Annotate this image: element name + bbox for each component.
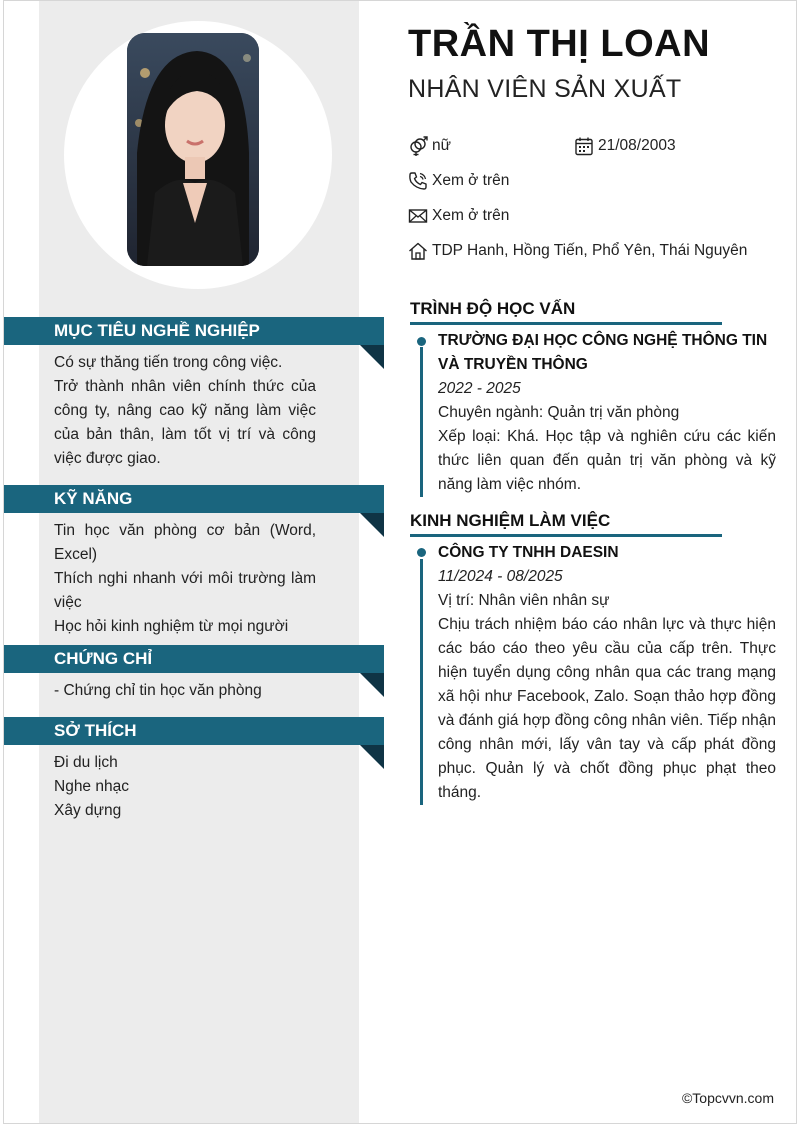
objective-heading: MỤC TIÊU NGHỀ NGHIỆP <box>4 317 384 345</box>
education-bullet <box>417 337 426 346</box>
education-period: 2022 - 2025 <box>438 380 521 397</box>
objective-line-2: Trở thành nhân viên chính thức của công ty, nâng cao kỹ năng làm việc của bản thân, làm tốt vị trí và công việc được giao. <box>54 378 316 467</box>
phone-value: Xem ở trên <box>432 172 510 189</box>
home-icon <box>408 241 428 261</box>
hobby-item: Xây dựng <box>54 802 122 819</box>
education-major: Chuyên ngành: Quản trị văn phòng <box>438 404 680 421</box>
education-entry <box>438 329 776 497</box>
skills-list <box>54 519 316 639</box>
company-name: CÔNG TY TNHH DAESIN <box>438 544 619 561</box>
hobbies-heading: SỞ THÍCH <box>4 717 384 745</box>
skill-item: Tin học văn phòng cơ bản (Word, Excel) <box>54 522 316 563</box>
objective-text <box>54 351 316 471</box>
email-value: Xem ở trên <box>432 207 510 224</box>
certificates-fold <box>360 673 384 697</box>
education-heading: TRÌNH ĐỘ HỌC VẤN <box>410 299 722 325</box>
objective-fold <box>360 345 384 369</box>
skills-fold <box>360 513 384 537</box>
hobbies-list <box>54 751 316 823</box>
experience-entry <box>438 541 776 805</box>
address-value: TDP Hanh, Hồng Tiến, Phổ Yên, Thái Nguyên <box>432 242 748 259</box>
footer-brand[interactable]: ©Topcvvn.com <box>681 1090 774 1106</box>
experience-heading: KINH NGHIỆM LÀM VIỆC <box>410 511 722 537</box>
address-row <box>408 241 747 261</box>
school-name: TRƯỜNG ĐẠI HỌC CÔNG NGHỆ THÔNG TIN VÀ TRUYỀN THÔNG <box>438 332 768 373</box>
certificates-heading: CHỨNG CHỈ <box>4 645 384 673</box>
gender-icon <box>408 136 428 156</box>
skill-item: Thích nghi nhanh với môi trường làm việc <box>54 570 316 611</box>
objective-line-1: Có sự thăng tiến trong công việc. <box>54 354 283 371</box>
experience-description: Chịu trách nhiệm báo cáo nhân lực và thực hiện các báo cáo theo yêu cầu của cấp trên. Thực hiện tuyển dụng công nhân qua các trang mạng xã hội như Facebook, Zalo. Soạn thảo hợp đồng và đánh giá hợp đồng công nhân viên. Tiếp nhận công nhân mới, lấy vân tay và cấp phát đồng phục. Quản lý và chốt đồng phục phạt theo tháng. <box>438 616 776 801</box>
experience-period: 11/2024 - 08/2025 <box>438 568 563 585</box>
phone-icon <box>408 171 428 191</box>
hobby-item: Nghe nhạc <box>54 778 129 795</box>
education-timeline <box>420 347 423 497</box>
experience-timeline <box>420 559 423 805</box>
portrait-photo <box>127 33 259 266</box>
hobbies-fold <box>360 745 384 769</box>
experience-role: Vị trí: Nhân viên nhân sự <box>438 592 610 609</box>
education-grade: Xếp loại: Khá. Học tập và nghiên cứu các kiến thức liên quan đến quản trị văn phòng và kỹ năng làm việc nhóm. <box>438 428 776 493</box>
avatar <box>127 33 259 266</box>
calendar-icon <box>574 136 594 156</box>
experience-bullet <box>417 548 426 557</box>
email-row <box>408 206 509 226</box>
gender-value: nữ <box>432 137 451 154</box>
candidate-position: NHÂN VIÊN SẢN XUẤT <box>408 75 682 103</box>
mail-icon <box>408 206 428 226</box>
certificate-item: - Chứng chỉ tin học văn phòng <box>54 682 262 699</box>
phone-row <box>408 171 509 191</box>
birthdate-value: 21/08/2003 <box>598 137 676 154</box>
gender-row <box>408 136 451 156</box>
certificates-list <box>54 679 316 703</box>
birthdate-row <box>574 136 676 156</box>
skills-heading: KỸ NĂNG <box>4 485 384 513</box>
skill-item: Học hỏi kinh nghiệm từ mọi người <box>54 618 289 635</box>
hobby-item: Đi du lịch <box>54 754 118 771</box>
candidate-name: TRẦN THỊ LOAN <box>408 23 711 65</box>
cv-page <box>3 0 797 1124</box>
